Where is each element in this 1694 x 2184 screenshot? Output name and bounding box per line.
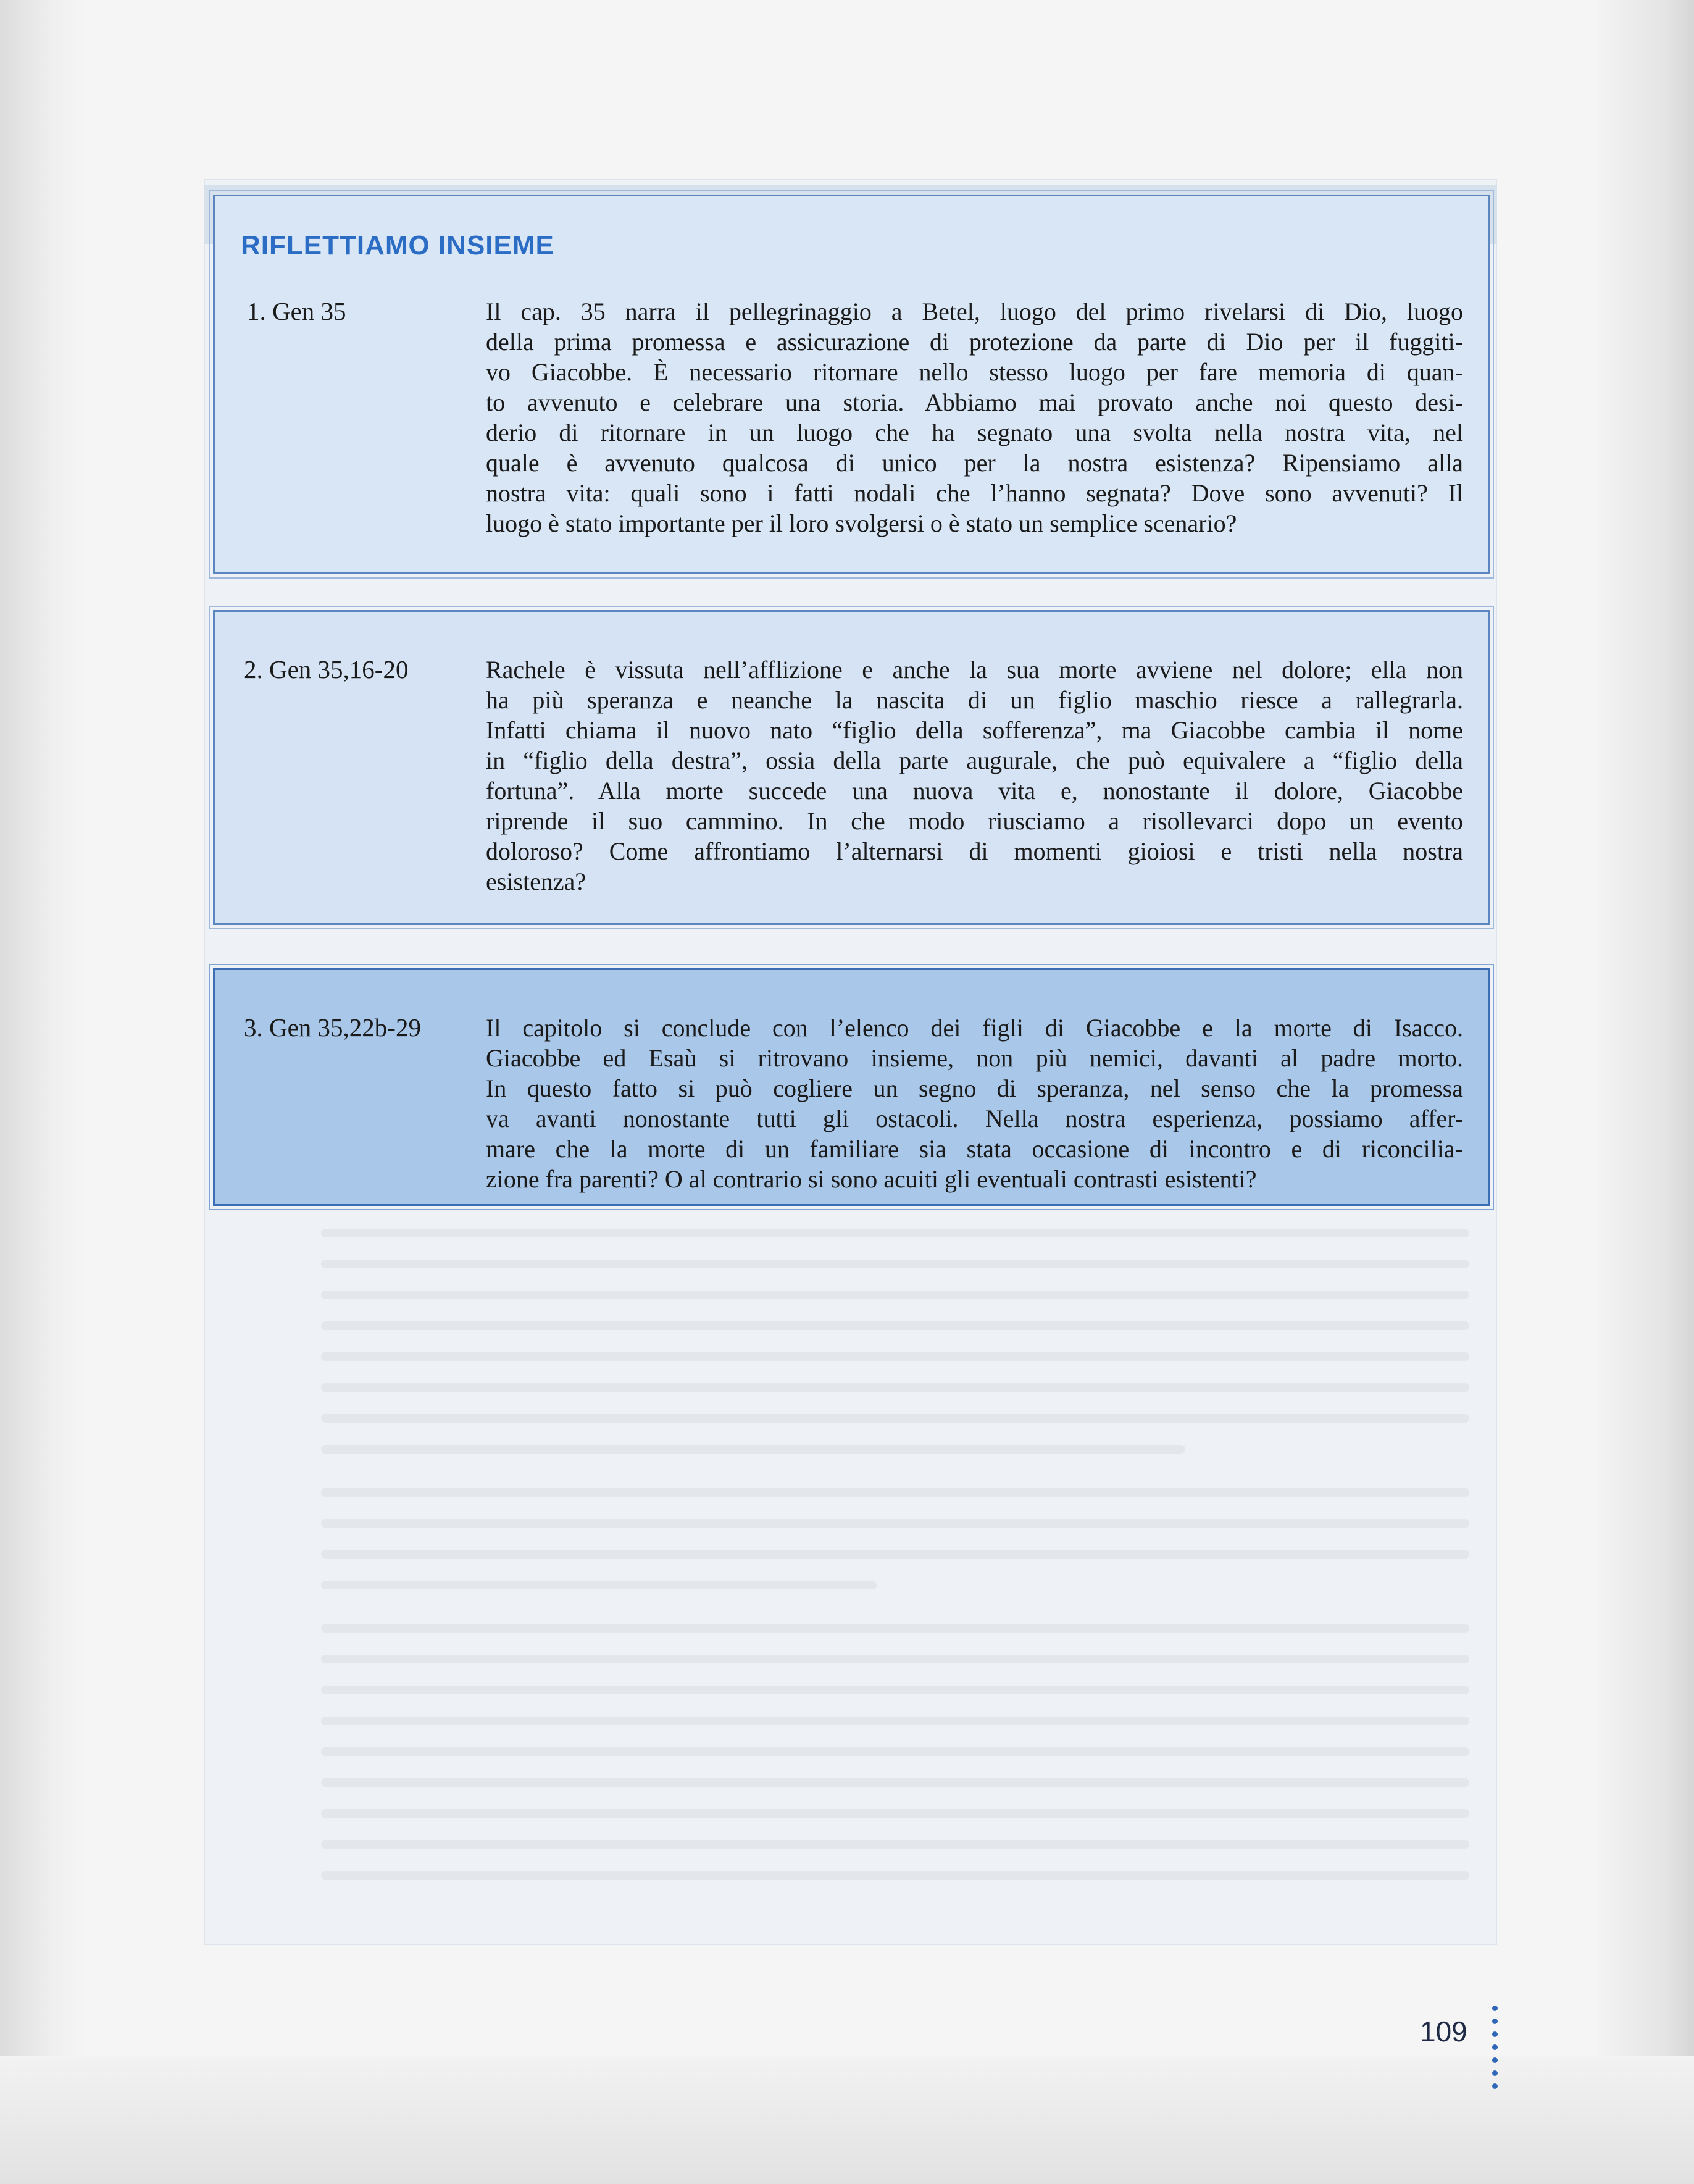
show-through-line	[321, 1383, 1469, 1392]
text-line: della prima promessa e assicurazione di protezione da parte di Dio per il fuggiti-	[486, 328, 1463, 356]
scripture-ref-3: 3. Gen 35,22b-29	[244, 1013, 421, 1042]
show-through-line	[321, 1550, 1469, 1559]
page-bottom-edge	[0, 2056, 1694, 2184]
text-line: In questo fatto si può cogliere un segno di speranza, nel senso che la promessa	[486, 1074, 1463, 1102]
text-line: zione fra parenti? O al contrario si sono acuiti gli eventuali contrasti esistenti?	[486, 1165, 1257, 1193]
reflection-text-3	[486, 1013, 1463, 1194]
text-line: nostra vita: quali sono i fatti nodali che l’hanno segnata? Dove sono avvenuti? Il	[486, 479, 1463, 507]
show-through-line	[321, 1686, 1469, 1694]
show-through-line	[321, 1778, 1469, 1787]
text-line: Giacobbe ed Esaù si ritrovano insieme, non più nemici, davanti al padre morto.	[486, 1044, 1463, 1072]
show-through-line	[321, 1717, 1469, 1725]
text-line: derio di ritornare in un luogo che ha segnato una svolta nella nostra vita, nel	[486, 419, 1463, 446]
text-line: ha più speranza e neanche la nascita di un figlio maschio riesce a rallegrarla.	[486, 686, 1463, 714]
text-line: Infatti chiama il nuovo nato “figlio della sofferenza”, ma Giacobbe cambia il nome	[486, 716, 1463, 744]
text-line: in “figlio della destra”, ossia della parte augurale, che può equivalere a “figlio della	[486, 747, 1463, 774]
scripture-ref-2: 2. Gen 35,16-20	[244, 655, 409, 684]
page-number: 109	[1420, 2015, 1467, 2048]
text-line: luogo è stato importante per il loro svolgersi o è stato un semplice scenario?	[486, 509, 1237, 537]
text-line: fortuna”. Alla morte succede una nuova vita e, nonostante il dolore, Giacobbe	[486, 777, 1463, 805]
show-through-line	[321, 1581, 877, 1589]
dot	[1492, 2031, 1498, 2037]
show-through-line	[321, 1414, 1469, 1423]
show-through-line	[321, 1809, 1469, 1818]
page-number-dots	[1492, 2006, 1498, 2089]
text-line: vo Giacobbe. È necessario ritornare nello stesso luogo per fare memoria di quan-	[486, 358, 1463, 386]
show-through-line	[321, 1871, 1469, 1880]
show-through-line	[321, 1624, 1469, 1633]
dot	[1492, 2019, 1498, 2024]
show-through-line	[321, 1445, 1185, 1454]
dot	[1492, 2044, 1498, 2050]
show-through-line	[321, 1840, 1469, 1849]
dot	[1492, 2006, 1498, 2011]
show-through-line	[321, 1260, 1469, 1268]
page-right-edge	[1599, 0, 1694, 2184]
show-through-line	[321, 1488, 1469, 1497]
dot	[1492, 2083, 1498, 2089]
show-through-line	[321, 1291, 1469, 1299]
text-line: Rachele è vissuta nell’afflizione e anche la sua morte avviene nel dolore; ella non	[486, 656, 1463, 684]
show-through-line	[321, 1321, 1469, 1330]
text-line: esistenza?	[486, 868, 586, 895]
text-line: Il cap. 35 narra il pellegrinaggio a Betel, luogo del primo rivelarsi di Dio, luogo	[486, 298, 1463, 325]
reflection-text-1	[486, 296, 1463, 538]
text-line: Il capitolo si conclude con l’elenco dei figli di Giacobbe e la morte di Isacco.	[486, 1014, 1463, 1042]
page-gutter-shadow	[0, 0, 86, 2184]
section-title: RIFLETTIAMO INSIEME	[241, 230, 554, 261]
dot	[1492, 2057, 1498, 2063]
text-line: riprende il suo cammino. In che modo riusciamo a risollevarci dopo un evento	[486, 807, 1463, 835]
show-through-line	[321, 1519, 1469, 1528]
text-line: va avanti nonostante tutti gli ostacoli. Nella nostra esperienza, possiamo affer-	[486, 1105, 1463, 1132]
dot	[1492, 2070, 1498, 2076]
show-through-line	[321, 1229, 1469, 1237]
text-line: doloroso? Come affrontiamo l’alternarsi di momenti gioiosi e tristi nella nostra	[486, 837, 1463, 865]
text-line: to avvenuto e celebrare una storia. Abbiamo mai provato anche noi questo desi-	[486, 388, 1463, 416]
scripture-ref-1: 1. Gen 35	[247, 297, 346, 325]
text-line: mare che la morte di un familiare sia stata occasione di incontro e di riconcilia-	[486, 1135, 1463, 1163]
reflection-text-2	[486, 655, 1463, 897]
text-line: quale è avvenuto qualcosa di unico per la nostra esistenza? Ripensiamo alla	[486, 449, 1463, 477]
show-through-line	[321, 1655, 1469, 1663]
show-through-line	[321, 1352, 1469, 1361]
show-through-line	[321, 1747, 1469, 1756]
